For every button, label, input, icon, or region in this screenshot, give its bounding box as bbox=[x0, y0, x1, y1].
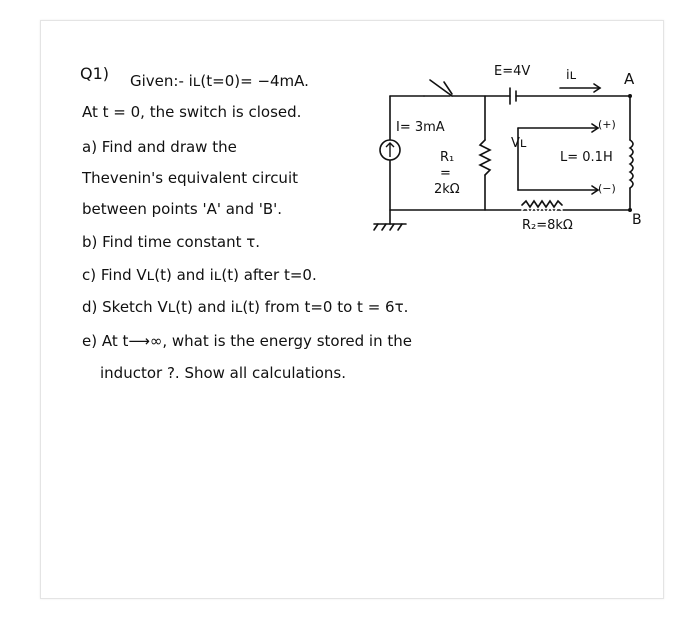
part-a-line-3: between points 'A' and 'B'. bbox=[82, 200, 283, 218]
r1-equals: = bbox=[440, 166, 451, 181]
source-label: I= 3mA bbox=[396, 120, 445, 135]
ground-hatch-1 bbox=[374, 224, 378, 230]
vl-label: Vʟ bbox=[511, 136, 527, 151]
node-a-dot bbox=[628, 94, 632, 98]
question-number: Q1) bbox=[80, 64, 110, 83]
vl-plus-label: (+) bbox=[598, 118, 616, 131]
inductor-label: L= 0.1H bbox=[560, 150, 613, 165]
part-e-line-2: inductor ?. Show all calculations. bbox=[100, 364, 347, 382]
e-label: E=4V bbox=[494, 64, 531, 79]
switch-closed-line: At t = 0, the switch is closed. bbox=[82, 103, 302, 121]
ground-hatch-2 bbox=[382, 224, 386, 230]
r1-label: R₁ bbox=[440, 150, 455, 165]
given-line: Given:- iʟ(t=0)= −4mA. bbox=[130, 72, 309, 90]
part-a-line-2: Thevenin's equivalent circuit bbox=[82, 169, 298, 187]
ground-hatch-3 bbox=[390, 224, 394, 230]
part-c-line: c) Find Vʟ(t) and iʟ(t) after t=0. bbox=[82, 266, 317, 284]
part-e-line-1: e) At t⟶∞, what is the energy stored in the bbox=[82, 332, 412, 350]
vl-minus-label: (−) bbox=[598, 182, 616, 195]
part-a-line-1: a) Find and draw the bbox=[82, 138, 237, 156]
part-b-line: b) Find time constant τ. bbox=[82, 233, 261, 251]
r2-label: R₂=8kΩ bbox=[522, 218, 573, 233]
node-a-label: A bbox=[624, 70, 635, 88]
ground-hatch-4 bbox=[398, 224, 402, 230]
il-label: iʟ bbox=[566, 68, 577, 83]
r1-resistor bbox=[480, 140, 490, 175]
r1-value: 2kΩ bbox=[434, 182, 460, 197]
inductor-coil bbox=[630, 140, 633, 188]
node-b-label: B bbox=[632, 212, 642, 228]
part-d-line: d) Sketch Vʟ(t) and iʟ(t) from t=0 to t = 6τ. bbox=[82, 298, 409, 316]
